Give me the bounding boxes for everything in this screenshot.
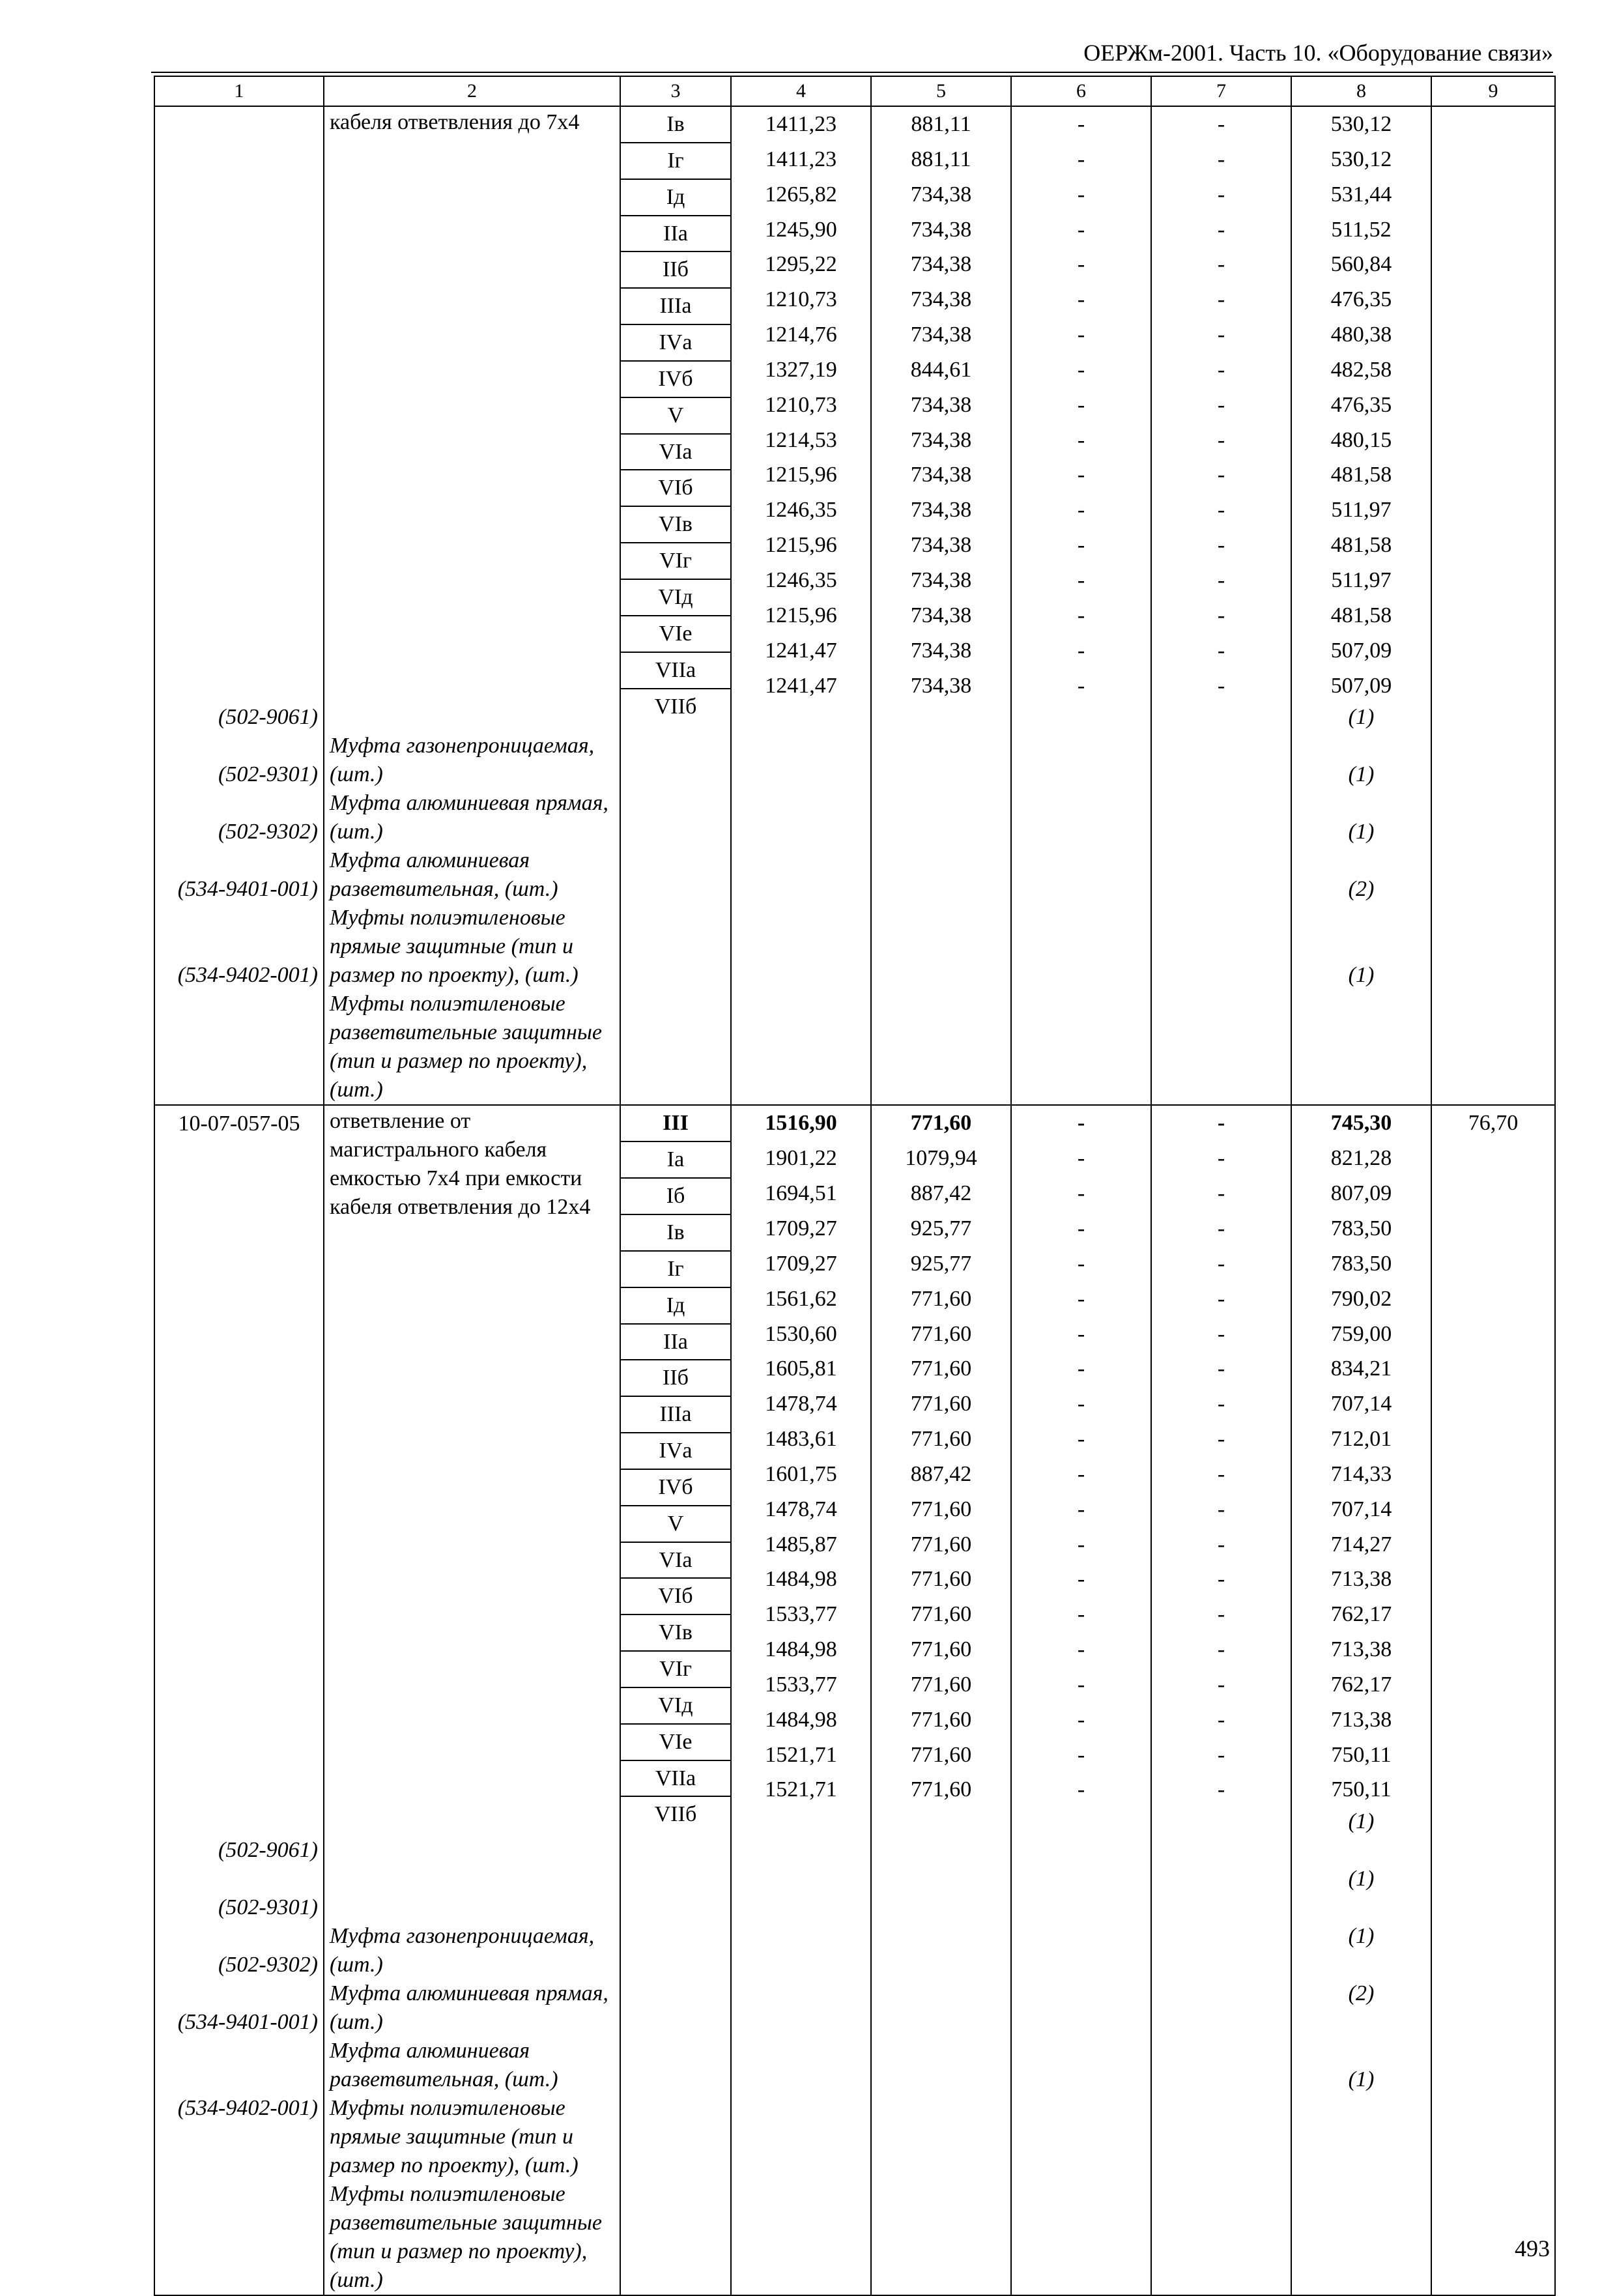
zone-label: VIIа — [621, 1760, 730, 1796]
zone-label: VIб — [621, 469, 730, 506]
zone-label: IIб — [621, 251, 730, 287]
total-cost-value: 1521,71 — [765, 1742, 837, 1767]
materials-cost-value: 713,38 — [1330, 1637, 1392, 1662]
total-cost-value: 1241,47 — [765, 638, 837, 663]
material-code: (502-9061) — [218, 1838, 318, 1863]
machine-cost-value: - — [1077, 1251, 1085, 1276]
zone-label: V — [621, 1505, 730, 1542]
rate-entry-row — [154, 1105, 1555, 2295]
machinist-wage-value: - — [1217, 1392, 1225, 1416]
machinist-wage-value: - — [1217, 1777, 1225, 1802]
total-cost-value: 1485,87 — [765, 1532, 837, 1557]
total-cost-value: 1246,35 — [765, 567, 837, 592]
machine-cost-value: - — [1077, 498, 1085, 523]
spacer — [324, 1223, 620, 1922]
total-cost-value: 1246,35 — [765, 498, 837, 523]
zone-label: III — [663, 1111, 689, 1136]
zone-label: IIIа — [621, 1396, 730, 1432]
machinist-wage-value: - — [1217, 1461, 1225, 1486]
material-name: Муфта алюминиевая прямая, (шт.) — [330, 791, 608, 844]
machinist-wage-value: - — [1217, 1111, 1225, 1136]
zone-label: VIа — [621, 433, 730, 470]
total-cost-value: 1265,82 — [765, 182, 837, 207]
machine-cost-value: - — [1077, 252, 1085, 277]
materials-cost-value: 714,27 — [1330, 1532, 1392, 1557]
materials-cost-value: 762,17 — [1330, 1672, 1392, 1697]
machine-cost-value: - — [1077, 1427, 1085, 1452]
materials-cost-value: 759,00 — [1330, 1321, 1392, 1346]
entry-code-cell — [154, 106, 324, 1105]
machine-cost-value: - — [1077, 392, 1085, 417]
labor-wage-value: 771,60 — [910, 1672, 972, 1697]
zone-label: VIе — [621, 1723, 730, 1760]
machinist-wage-value: - — [1217, 1602, 1225, 1627]
materials-cost-value: 560,84 — [1330, 252, 1392, 277]
zone-label: Iг — [621, 142, 730, 179]
total-cost-column — [731, 1105, 871, 2295]
machinist-wage-value: - — [1217, 112, 1225, 136]
machine-cost-value: - — [1077, 1567, 1085, 1592]
machinist-wage-value: - — [1217, 1742, 1225, 1767]
total-cost-value: 1709,27 — [765, 1216, 837, 1241]
machine-cost-value: - — [1077, 533, 1085, 558]
labor-wage-value: 734,38 — [910, 182, 972, 207]
material-code: (502-9302) — [218, 820, 318, 844]
total-cost-value: 1484,98 — [765, 1707, 837, 1732]
materials-cost-value: 511,97 — [1331, 498, 1392, 523]
labor-hours-column — [1431, 1105, 1555, 2295]
materials-cost-value: 476,35 — [1330, 392, 1392, 417]
materials-cost-value: 481,58 — [1330, 463, 1392, 487]
labor-wage-value: 771,60 — [910, 1637, 972, 1662]
machine-cost-value: - — [1077, 603, 1085, 627]
material-name: Муфта газонепроницаемая, (шт.) — [330, 1924, 595, 1977]
total-cost-value: 1295,22 — [765, 252, 837, 277]
machine-cost-value: - — [1077, 1497, 1085, 1521]
total-cost-value: 1214,76 — [765, 323, 837, 347]
labor-wage-value: 734,38 — [910, 427, 972, 452]
labor-wage-value: 771,60 — [910, 1707, 972, 1732]
machine-cost-value: - — [1077, 1532, 1085, 1557]
zone-list — [621, 1106, 730, 1832]
rate-entry-row — [154, 106, 1555, 1105]
material-code: (502-9302) — [218, 1953, 318, 1977]
header-rule — [151, 72, 1553, 73]
machine-cost-value: - — [1077, 357, 1085, 382]
machine-cost-value: - — [1077, 1321, 1085, 1346]
zone-column — [620, 1105, 731, 2295]
labor-wage-value: 881,11 — [911, 147, 971, 171]
machinist-wage-value: - — [1217, 533, 1225, 558]
total-cost-value: 1694,51 — [765, 1181, 837, 1206]
machinist-wage-value: - — [1217, 1497, 1225, 1521]
labor-wage-value: 771,60 — [910, 1602, 972, 1627]
zone-label: VIIа — [621, 652, 730, 688]
total-cost-value: 1533,77 — [765, 1602, 837, 1627]
zone-label: VIе — [621, 615, 730, 652]
materials-cost-value: 476,35 — [1330, 287, 1392, 312]
machine-cost-value: - — [1077, 1602, 1085, 1627]
labor-wage-value: 771,60 — [910, 1532, 972, 1557]
machinist-wage-value: - — [1217, 147, 1225, 171]
material-code: (534-9401-001) — [177, 2010, 318, 2035]
entry-name: ответвление от магистрального кабеля емкостью 7х4 при емкости кабеля ответвления до 12х4 — [330, 1109, 591, 1220]
entry-name-cell — [324, 1105, 620, 2295]
labor-hours-value: 76,70 — [1468, 1111, 1519, 1136]
zone-column — [620, 106, 731, 1105]
spacer — [155, 111, 323, 703]
materials-cost-value: 507,09 — [1330, 638, 1392, 663]
entry-code: 10-07-057-05 — [178, 1112, 300, 1136]
labor-wage-column — [871, 106, 1011, 1105]
labor-wage-value: 734,38 — [910, 463, 972, 487]
total-cost-value: 1478,74 — [765, 1392, 837, 1416]
materials-cost-value: 745,30 — [1330, 1111, 1392, 1136]
zone-label: IVб — [621, 1469, 730, 1505]
machinist-wage-value: - — [1217, 673, 1225, 698]
zone-label: VIг — [621, 542, 730, 579]
machinist-wage-value: - — [1217, 638, 1225, 663]
machinist-wage-value: - — [1217, 1321, 1225, 1346]
total-cost-value: 1901,22 — [765, 1146, 837, 1171]
total-cost-value: 1561,62 — [765, 1286, 837, 1311]
materials-cost-value: 481,58 — [1330, 603, 1392, 627]
materials-cost-value: 807,09 — [1330, 1181, 1392, 1206]
machinist-wage-value: - — [1217, 1146, 1225, 1171]
material-quantity: (1) — [1348, 705, 1375, 730]
zone-label: Iг — [621, 1250, 730, 1287]
total-cost-value: 1411,23 — [765, 112, 837, 136]
material-name: Муфта алюминиевая разветвительная, (шт.) — [330, 2039, 558, 2092]
labor-wage-value: 771,60 — [910, 1321, 972, 1346]
total-cost-value: 1215,96 — [765, 533, 837, 558]
zone-label: IIб — [621, 1359, 730, 1396]
zone-label: Iд — [621, 1287, 730, 1323]
labor-wage-value: 771,60 — [910, 1286, 972, 1311]
machinist-wage-value: - — [1217, 567, 1225, 592]
machinist-wage-value: - — [1217, 1251, 1225, 1276]
materials-cost-value: 480,15 — [1330, 427, 1392, 452]
machinist-wage-value: - — [1217, 1707, 1225, 1732]
material-code: (502-9061) — [218, 705, 318, 730]
materials-cost-value: 707,14 — [1330, 1497, 1392, 1521]
material-code: (502-9301) — [218, 762, 318, 787]
machine-cost-value: - — [1077, 1672, 1085, 1697]
machine-cost-value: - — [1077, 427, 1085, 452]
labor-wage-value: 734,38 — [910, 498, 972, 523]
materials-cost-value: 480,38 — [1330, 323, 1392, 347]
labor-wage-value: 1079,94 — [905, 1146, 977, 1171]
materials-cost-value: 713,38 — [1330, 1567, 1392, 1592]
machinist-wage-column — [1151, 106, 1291, 1105]
column-number: 7 — [1151, 76, 1291, 106]
labor-wage-value: 925,77 — [910, 1216, 972, 1241]
zone-label: IIIа — [621, 287, 730, 324]
labor-wage-value: 734,38 — [910, 533, 972, 558]
zone-label: Iб — [621, 1177, 730, 1214]
labor-wage-value: 771,60 — [910, 1392, 972, 1416]
column-number: 1 — [154, 76, 324, 106]
entry-name-cell — [324, 106, 620, 1105]
spacer — [324, 138, 620, 732]
total-cost-value: 1484,98 — [765, 1637, 837, 1662]
total-cost-value: 1533,77 — [765, 1672, 837, 1697]
material-quantity: (1) — [1348, 963, 1375, 988]
page-number: 493 — [1515, 2235, 1550, 2261]
zone-label: VIб — [621, 1577, 730, 1614]
machine-cost-value: - — [1077, 182, 1085, 207]
labor-wage-value: 771,60 — [910, 1742, 972, 1767]
zone-label: VIв — [621, 1614, 730, 1650]
column-number: 8 — [1291, 76, 1431, 106]
labor-wage-value: 734,38 — [910, 252, 972, 277]
machinist-wage-value: - — [1217, 1181, 1225, 1206]
machinist-wage-value: - — [1217, 1286, 1225, 1311]
materials-cost-value: 783,50 — [1330, 1251, 1392, 1276]
column-number: 6 — [1011, 76, 1151, 106]
total-cost-value: 1210,73 — [765, 392, 837, 417]
material-quantity: (1) — [1348, 1924, 1375, 1949]
machine-cost-value: - — [1077, 217, 1085, 242]
machinist-wage-value: - — [1217, 392, 1225, 417]
material-name: Муфты полиэтиленовые разветвительные защитные (тип и размер по проекту), (шт.) — [330, 2182, 603, 2293]
total-cost-value: 1484,98 — [765, 1567, 837, 1592]
zone-label: IVб — [621, 360, 730, 397]
zone-label: VIг — [621, 1650, 730, 1687]
labor-wage-value: 734,38 — [910, 638, 972, 663]
materials-cost-value: 783,50 — [1330, 1216, 1392, 1241]
zone-label: VIIб — [621, 688, 730, 725]
labor-wage-value: 771,60 — [910, 1497, 972, 1521]
zone-label: VIд — [621, 1687, 730, 1723]
total-cost-value: 1327,19 — [765, 357, 837, 382]
machinist-wage-value: - — [1217, 357, 1225, 382]
total-cost-value: 1245,90 — [765, 217, 837, 242]
material-quantity: (2) — [1348, 877, 1375, 902]
labor-hours-column — [1431, 106, 1555, 1105]
materials-cost-value: 531,44 — [1330, 182, 1392, 207]
materials-cost-value: 821,28 — [1330, 1146, 1392, 1171]
machine-cost-value: - — [1077, 1111, 1085, 1136]
column-number: 9 — [1431, 76, 1555, 106]
materials-cost-value: 530,12 — [1330, 147, 1392, 171]
total-cost-value: 1521,71 — [765, 1777, 837, 1802]
machine-cost-value: - — [1077, 287, 1085, 312]
column-number: 3 — [620, 76, 731, 106]
materials-cost-value: 482,58 — [1330, 357, 1392, 382]
material-name: Муфта алюминиевая разветвительная, (шт.) — [330, 848, 558, 902]
machine-cost-value: - — [1077, 112, 1085, 136]
materials-cost-value: 762,17 — [1330, 1602, 1392, 1627]
machinist-wage-value: - — [1217, 427, 1225, 452]
labor-hours-value — [1432, 107, 1554, 142]
labor-wage-value: 734,38 — [910, 673, 972, 698]
labor-wage-value: 734,38 — [910, 217, 972, 242]
materials-cost-value: 750,11 — [1331, 1777, 1392, 1802]
machine-cost-column — [1011, 106, 1151, 1105]
material-quantity: (1) — [1348, 820, 1375, 844]
labor-wage-column — [871, 1105, 1011, 2295]
machine-cost-value: - — [1077, 638, 1085, 663]
total-cost-value: 1601,75 — [765, 1461, 837, 1486]
column-number-row — [154, 76, 1555, 106]
materials-cost-value: 714,33 — [1330, 1461, 1392, 1486]
labor-wage-value: 881,11 — [911, 112, 971, 136]
material-quantity: (1) — [1348, 762, 1375, 787]
total-cost-value: 1516,90 — [765, 1111, 837, 1136]
zone-label: Iв — [666, 112, 685, 136]
labor-wage-value: 887,42 — [910, 1181, 972, 1206]
materials-cost-value: 511,52 — [1331, 217, 1392, 242]
machine-cost-value: - — [1077, 1286, 1085, 1311]
materials-cost-column — [1291, 1105, 1431, 2295]
zone-label: Iв — [621, 1214, 730, 1250]
zone-label: IVа — [621, 324, 730, 360]
material-name: Муфта алюминиевая прямая, (шт.) — [330, 1981, 608, 2035]
machinist-wage-value: - — [1217, 1637, 1225, 1662]
column-number: 5 — [871, 76, 1011, 106]
spacer — [155, 1138, 323, 1836]
total-cost-value: 1483,61 — [765, 1427, 837, 1452]
machinist-wage-value: - — [1217, 463, 1225, 487]
total-cost-value: 1478,74 — [765, 1497, 837, 1521]
total-cost-value: 1241,47 — [765, 673, 837, 698]
machine-cost-value: - — [1077, 147, 1085, 171]
machinist-wage-value: - — [1217, 1532, 1225, 1557]
rates-table — [154, 76, 1556, 2296]
material-code: (534-9402-001) — [177, 963, 318, 988]
machinist-wage-value: - — [1217, 323, 1225, 347]
labor-wage-value: 734,38 — [910, 287, 972, 312]
machinist-wage-value: - — [1217, 498, 1225, 523]
materials-cost-value: 707,14 — [1330, 1392, 1392, 1416]
zone-label: Iд — [621, 179, 730, 215]
machine-cost-value: - — [1077, 1181, 1085, 1206]
material-code: (502-9301) — [218, 1895, 318, 1920]
zone-label: VIд — [621, 579, 730, 615]
machinist-wage-value: - — [1217, 1356, 1225, 1381]
zone-list — [621, 107, 730, 724]
total-cost-value: 1215,96 — [765, 603, 837, 627]
machine-cost-value: - — [1077, 673, 1085, 698]
materials-cost-value: 834,21 — [1330, 1356, 1392, 1381]
machine-cost-value: - — [1077, 1777, 1085, 1802]
zone-label: Iа — [621, 1141, 730, 1177]
labor-wage-value: 734,38 — [910, 567, 972, 592]
entry-name: кабеля ответвления до 7х4 — [330, 110, 580, 134]
labor-wage-value: 887,42 — [910, 1461, 972, 1486]
total-cost-value: 1530,60 — [765, 1321, 837, 1346]
material-name: Муфты полиэтиленовые разветвительные защитные (тип и размер по проекту), (шт.) — [330, 992, 603, 1102]
machinist-wage-value: - — [1217, 603, 1225, 627]
labor-wage-value: 734,38 — [910, 603, 972, 627]
material-quantity: (1) — [1348, 1867, 1375, 1891]
material-quantity: (2) — [1348, 1981, 1375, 2006]
machine-cost-value: - — [1077, 1461, 1085, 1486]
machinist-wage-value: - — [1217, 252, 1225, 277]
materials-cost-value: 511,97 — [1331, 567, 1392, 592]
total-cost-value: 1709,27 — [765, 1251, 837, 1276]
machinist-wage-value: - — [1217, 1216, 1225, 1241]
labor-wage-value: 734,38 — [910, 392, 972, 417]
materials-cost-value: 530,12 — [1330, 112, 1392, 136]
machine-cost-value: - — [1077, 1146, 1085, 1171]
machine-cost-value: - — [1077, 1356, 1085, 1381]
total-cost-value: 1411,23 — [765, 147, 837, 171]
entry-code-cell — [154, 1105, 324, 2295]
material-code: (534-9401-001) — [177, 877, 318, 902]
column-number: 4 — [731, 76, 871, 106]
zone-label: VIв — [621, 506, 730, 542]
machinist-wage-value: - — [1217, 1567, 1225, 1592]
running-header: ОЕРЖм-2001. Часть 10. «Оборудование связи» — [1083, 40, 1553, 66]
zone-label: V — [621, 397, 730, 433]
materials-cost-value: 481,58 — [1330, 533, 1392, 558]
machine-cost-value: - — [1077, 1216, 1085, 1241]
material-code: (534-9402-001) — [177, 2096, 318, 2121]
machine-cost-value: - — [1077, 567, 1085, 592]
labor-wage-value: 771,60 — [910, 1427, 972, 1452]
labor-wage-value: 771,60 — [910, 1356, 972, 1381]
machinist-wage-value: - — [1217, 217, 1225, 242]
labor-wage-value: 844,61 — [910, 357, 972, 382]
machine-cost-value: - — [1077, 323, 1085, 347]
machine-cost-value: - — [1077, 1637, 1085, 1662]
zone-label: IIа — [621, 215, 730, 251]
zone-label: IIа — [621, 1323, 730, 1360]
column-number: 2 — [324, 76, 620, 106]
materials-cost-column — [1291, 106, 1431, 1105]
labor-wage-value: 771,60 — [910, 1111, 972, 1136]
machine-cost-column — [1011, 1105, 1151, 2295]
machine-cost-value: - — [1077, 1707, 1085, 1732]
zone-label: VIIб — [621, 1796, 730, 1832]
materials-cost-value: 750,11 — [1331, 1742, 1392, 1767]
total-cost-value: 1215,96 — [765, 463, 837, 487]
material-quantity: (1) — [1348, 2067, 1375, 2092]
material-name: Муфты полиэтиленовые прямые защитные (тип и размер по проекту), (шт.) — [330, 906, 579, 988]
machinist-wage-value: - — [1217, 1427, 1225, 1452]
labor-wage-value: 925,77 — [910, 1251, 972, 1276]
labor-wage-value: 771,60 — [910, 1777, 972, 1802]
material-name: Муфты полиэтиленовые прямые защитные (тип и размер по проекту), (шт.) — [330, 2096, 579, 2178]
labor-wage-value: 734,38 — [910, 323, 972, 347]
labor-wage-value: 771,60 — [910, 1567, 972, 1592]
machinist-wage-column — [1151, 1105, 1291, 2295]
zone-label: IVа — [621, 1432, 730, 1469]
zone-label: VIа — [621, 1542, 730, 1578]
machinist-wage-value: - — [1217, 182, 1225, 207]
machine-cost-value: - — [1077, 463, 1085, 487]
materials-cost-value: 790,02 — [1330, 1286, 1392, 1311]
total-cost-value: 1605,81 — [765, 1356, 837, 1381]
materials-cost-value: 507,09 — [1330, 673, 1392, 698]
total-cost-value: 1214,53 — [765, 427, 837, 452]
machinist-wage-value: - — [1217, 287, 1225, 312]
machine-cost-value: - — [1077, 1742, 1085, 1767]
total-cost-value: 1210,73 — [765, 287, 837, 312]
material-quantity: (1) — [1348, 1809, 1375, 1834]
machine-cost-value: - — [1077, 1392, 1085, 1416]
material-name: Муфта газонепроницаемая, (шт.) — [330, 734, 595, 787]
materials-cost-value: 712,01 — [1330, 1427, 1392, 1452]
machinist-wage-value: - — [1217, 1672, 1225, 1697]
total-cost-column — [731, 106, 871, 1105]
materials-cost-value: 713,38 — [1330, 1707, 1392, 1732]
